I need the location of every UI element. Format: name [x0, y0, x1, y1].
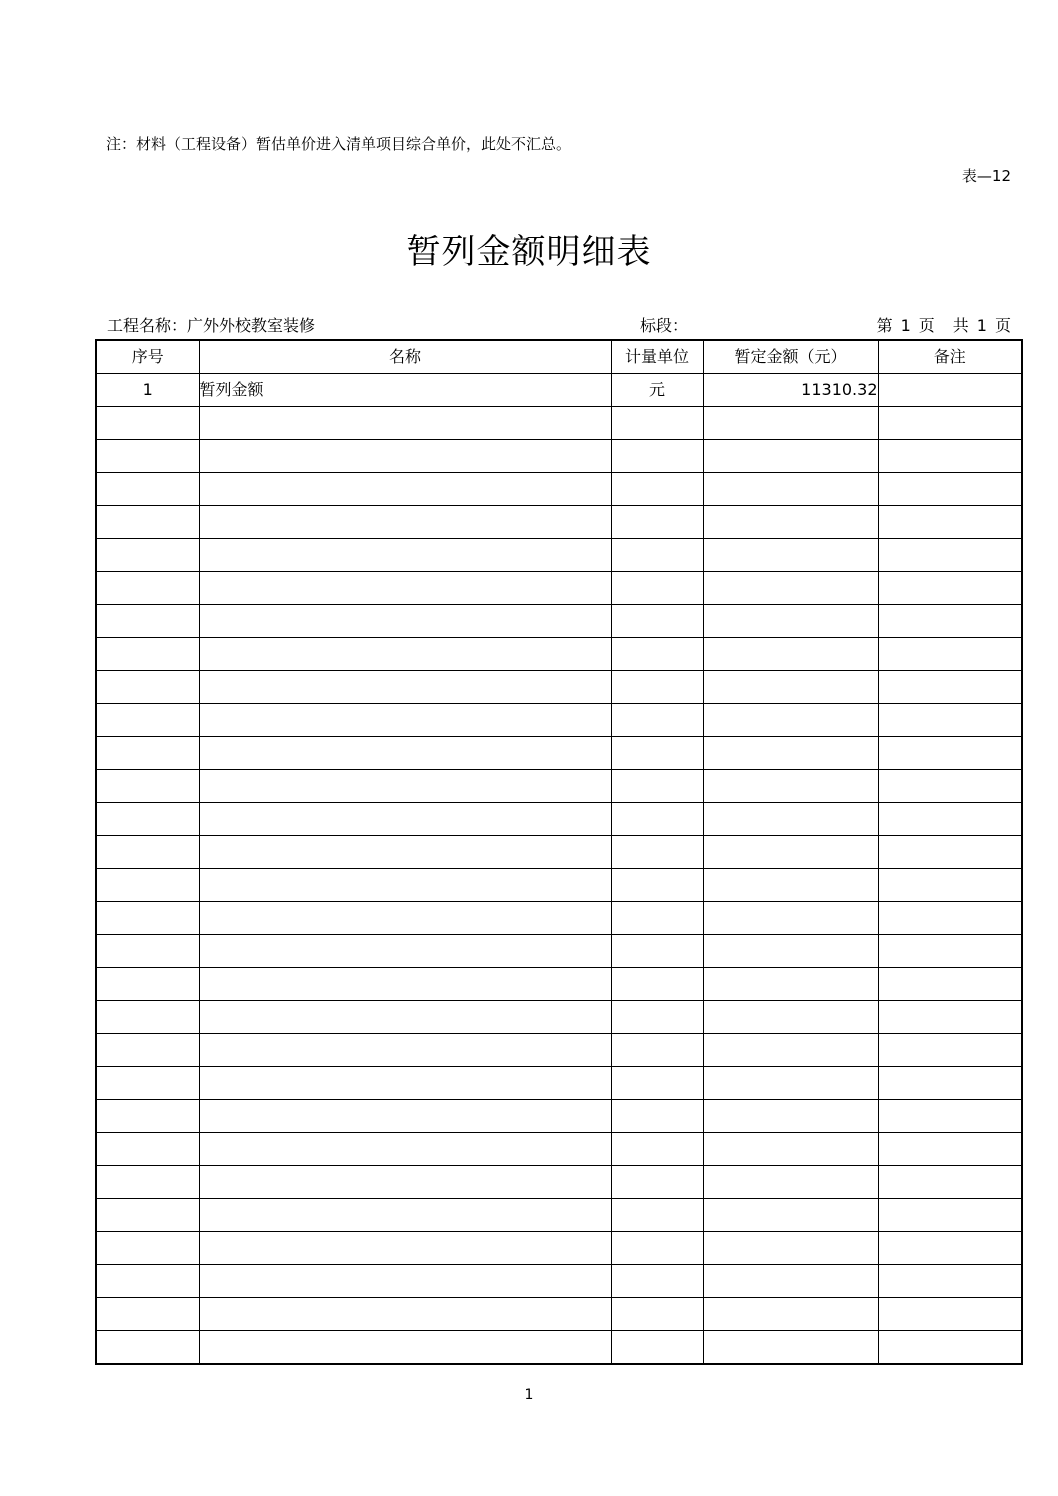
cell-seq	[96, 572, 199, 605]
cell-seq	[96, 1199, 199, 1232]
cell-unit	[611, 803, 703, 836]
table-row-empty	[96, 638, 1022, 671]
cell-amount	[703, 572, 878, 605]
cell-name	[199, 1232, 611, 1265]
cell-seq	[96, 869, 199, 902]
cell-seq	[96, 704, 199, 737]
table-header-row	[96, 340, 1022, 374]
page-total: 1	[976, 316, 987, 335]
cell-unit	[611, 836, 703, 869]
cell-amount	[703, 638, 878, 671]
cell-unit	[611, 968, 703, 1001]
header-amount: 暂定金额（元）	[703, 340, 878, 374]
note-text: 注：材料（工程设备）暂估单价进入清单项目综合单价，此处不汇总。	[106, 135, 572, 153]
table-row-empty	[96, 968, 1022, 1001]
page-prefix: 第	[876, 316, 893, 335]
cell-unit	[611, 935, 703, 968]
cell-remark	[878, 902, 1022, 935]
project-info	[107, 316, 315, 336]
page-info	[877, 316, 1011, 336]
cell-seq	[96, 1331, 199, 1365]
cell-name	[199, 869, 611, 902]
cell-remark	[878, 440, 1022, 473]
cell-name	[199, 1199, 611, 1232]
cell-name	[199, 902, 611, 935]
table-row-empty	[96, 1232, 1022, 1265]
cell-seq	[96, 605, 199, 638]
table-row-empty	[96, 605, 1022, 638]
cell-unit	[611, 737, 703, 770]
table-row-empty	[96, 1133, 1022, 1166]
cell-name	[199, 770, 611, 803]
cell-seq	[96, 836, 199, 869]
table-row	[96, 374, 1022, 407]
table-row-empty	[96, 1034, 1022, 1067]
cell-amount	[703, 935, 878, 968]
cell-name	[199, 440, 611, 473]
cell-name	[199, 407, 611, 440]
cell-name	[199, 506, 611, 539]
cell-remark	[878, 968, 1022, 1001]
cell-unit	[611, 407, 703, 440]
cell-unit	[611, 1034, 703, 1067]
cell-unit	[611, 440, 703, 473]
cell-remark	[878, 1166, 1022, 1199]
cell-amount	[703, 770, 878, 803]
table-code: 表—12	[961, 167, 1011, 185]
table-body	[96, 374, 1022, 1365]
cell-amount	[703, 803, 878, 836]
cell-amount	[703, 836, 878, 869]
table-row-empty	[96, 473, 1022, 506]
header-unit: 计量单位	[611, 340, 703, 374]
cell-amount	[703, 869, 878, 902]
cell-name	[199, 1034, 611, 1067]
cell-seq	[96, 902, 199, 935]
cell-remark	[878, 671, 1022, 704]
cell-name	[199, 935, 611, 968]
cell-amount	[703, 902, 878, 935]
cell-remark	[878, 1034, 1022, 1067]
cell-unit	[611, 902, 703, 935]
cell-amount	[703, 1232, 878, 1265]
cell-name	[199, 1001, 611, 1034]
cell-unit	[611, 638, 703, 671]
table-row-empty	[96, 407, 1022, 440]
table-row-empty	[96, 506, 1022, 539]
cell-amount	[703, 1001, 878, 1034]
cell-name	[199, 473, 611, 506]
total-unit: 页	[994, 316, 1011, 335]
table-row-empty	[96, 1100, 1022, 1133]
cell-remark	[878, 407, 1022, 440]
table-row-empty	[96, 440, 1022, 473]
cell-amount	[703, 1133, 878, 1166]
table-row-empty	[96, 770, 1022, 803]
cell-unit	[611, 1199, 703, 1232]
cell-unit	[611, 506, 703, 539]
cell-remark	[878, 638, 1022, 671]
table-row-empty	[96, 902, 1022, 935]
cell-remark	[878, 1199, 1022, 1232]
cell-amount	[703, 539, 878, 572]
cell-amount	[703, 1199, 878, 1232]
cell-seq	[96, 1232, 199, 1265]
cell-amount	[703, 737, 878, 770]
cell-unit	[611, 1166, 703, 1199]
cell-name: 暂列金额	[199, 374, 611, 407]
cell-amount	[703, 1067, 878, 1100]
cell-unit	[611, 671, 703, 704]
table-row-empty	[96, 1265, 1022, 1298]
cell-remark	[878, 1133, 1022, 1166]
cell-name	[199, 1133, 611, 1166]
cell-remark	[878, 1067, 1022, 1100]
cell-seq	[96, 440, 199, 473]
cell-amount	[703, 1331, 878, 1365]
cell-seq	[96, 539, 199, 572]
cell-seq	[96, 1298, 199, 1331]
table-row-empty	[96, 1331, 1022, 1365]
cell-unit	[611, 770, 703, 803]
cell-remark	[878, 704, 1022, 737]
cell-remark	[878, 374, 1022, 407]
cell-name	[199, 605, 611, 638]
table-row-empty	[96, 869, 1022, 902]
cell-unit: 元	[611, 374, 703, 407]
header-seq: 序号	[96, 340, 199, 374]
cell-seq: 1	[96, 374, 199, 407]
cell-seq	[96, 473, 199, 506]
cell-remark	[878, 935, 1022, 968]
cell-seq	[96, 1034, 199, 1067]
cell-seq	[96, 407, 199, 440]
section-label: 标段：	[640, 316, 689, 335]
cell-remark	[878, 1298, 1022, 1331]
cell-remark	[878, 1331, 1022, 1365]
cell-amount	[703, 1034, 878, 1067]
cell-seq	[96, 803, 199, 836]
cell-unit	[611, 1298, 703, 1331]
cell-name	[199, 737, 611, 770]
cell-seq	[96, 1067, 199, 1100]
page-title: 暂列金额明细表	[406, 232, 652, 272]
cell-seq	[96, 737, 199, 770]
cell-remark	[878, 539, 1022, 572]
cell-name	[199, 1166, 611, 1199]
cell-remark	[878, 473, 1022, 506]
cell-unit	[611, 1001, 703, 1034]
project-name: 广外外校教室装修	[187, 316, 316, 335]
cell-amount	[703, 671, 878, 704]
table-row-empty	[96, 671, 1022, 704]
cell-unit	[611, 539, 703, 572]
table-row-empty	[96, 1166, 1022, 1199]
cell-amount	[703, 1100, 878, 1133]
page-unit: 页	[918, 316, 935, 335]
cell-seq	[96, 506, 199, 539]
page-current: 1	[900, 316, 911, 335]
provisional-sum-table	[95, 339, 1023, 1365]
project-label: 工程名称：	[107, 316, 188, 335]
cell-remark	[878, 1232, 1022, 1265]
table-row-empty	[96, 1298, 1022, 1331]
cell-remark	[878, 737, 1022, 770]
cell-seq	[96, 770, 199, 803]
cell-name	[199, 803, 611, 836]
table-row-empty	[96, 836, 1022, 869]
cell-name	[199, 572, 611, 605]
cell-amount	[703, 407, 878, 440]
cell-unit	[611, 1265, 703, 1298]
table-row-empty	[96, 935, 1022, 968]
table-row-empty	[96, 704, 1022, 737]
cell-name	[199, 539, 611, 572]
header-name: 名称	[199, 340, 611, 374]
cell-amount: 11310.32	[703, 374, 878, 407]
cell-remark	[878, 836, 1022, 869]
cell-seq	[96, 671, 199, 704]
cell-unit	[611, 1232, 703, 1265]
cell-unit	[611, 869, 703, 902]
cell-seq	[96, 968, 199, 1001]
cell-amount	[703, 473, 878, 506]
cell-seq	[96, 1133, 199, 1166]
cell-unit	[611, 1067, 703, 1100]
cell-remark	[878, 869, 1022, 902]
header-remark: 备注	[878, 340, 1022, 374]
cell-unit	[611, 605, 703, 638]
cell-remark	[878, 803, 1022, 836]
cell-unit	[611, 572, 703, 605]
cell-remark	[878, 506, 1022, 539]
cell-seq	[96, 638, 199, 671]
cell-name	[199, 1331, 611, 1365]
cell-name	[199, 968, 611, 1001]
cell-seq	[96, 1001, 199, 1034]
cell-name	[199, 1067, 611, 1100]
cell-name	[199, 704, 611, 737]
section-info	[640, 316, 688, 336]
cell-remark	[878, 770, 1022, 803]
cell-seq	[96, 1166, 199, 1199]
cell-remark	[878, 605, 1022, 638]
table-row-empty	[96, 737, 1022, 770]
cell-amount	[703, 704, 878, 737]
cell-unit	[611, 1331, 703, 1365]
cell-remark	[878, 1001, 1022, 1034]
cell-amount	[703, 440, 878, 473]
cell-amount	[703, 968, 878, 1001]
cell-unit	[611, 1133, 703, 1166]
cell-seq	[96, 1100, 199, 1133]
cell-amount	[703, 1166, 878, 1199]
cell-amount	[703, 506, 878, 539]
cell-name	[199, 836, 611, 869]
cell-remark	[878, 1265, 1022, 1298]
cell-name	[199, 638, 611, 671]
cell-remark	[878, 572, 1022, 605]
cell-seq	[96, 935, 199, 968]
total-prefix: 共	[952, 316, 969, 335]
cell-amount	[703, 605, 878, 638]
cell-seq	[96, 1265, 199, 1298]
table-row-empty	[96, 1199, 1022, 1232]
cell-unit	[611, 473, 703, 506]
page-number: 1	[524, 1387, 534, 1403]
table-row-empty	[96, 1067, 1022, 1100]
cell-name	[199, 1265, 611, 1298]
table-row-empty	[96, 803, 1022, 836]
cell-name	[199, 1100, 611, 1133]
cell-unit	[611, 1100, 703, 1133]
table-row-empty	[96, 539, 1022, 572]
table-row-empty	[96, 572, 1022, 605]
cell-amount	[703, 1265, 878, 1298]
cell-name	[199, 671, 611, 704]
table-row-empty	[96, 1001, 1022, 1034]
cell-amount	[703, 1298, 878, 1331]
cell-remark	[878, 1100, 1022, 1133]
cell-name	[199, 1298, 611, 1331]
cell-unit	[611, 704, 703, 737]
